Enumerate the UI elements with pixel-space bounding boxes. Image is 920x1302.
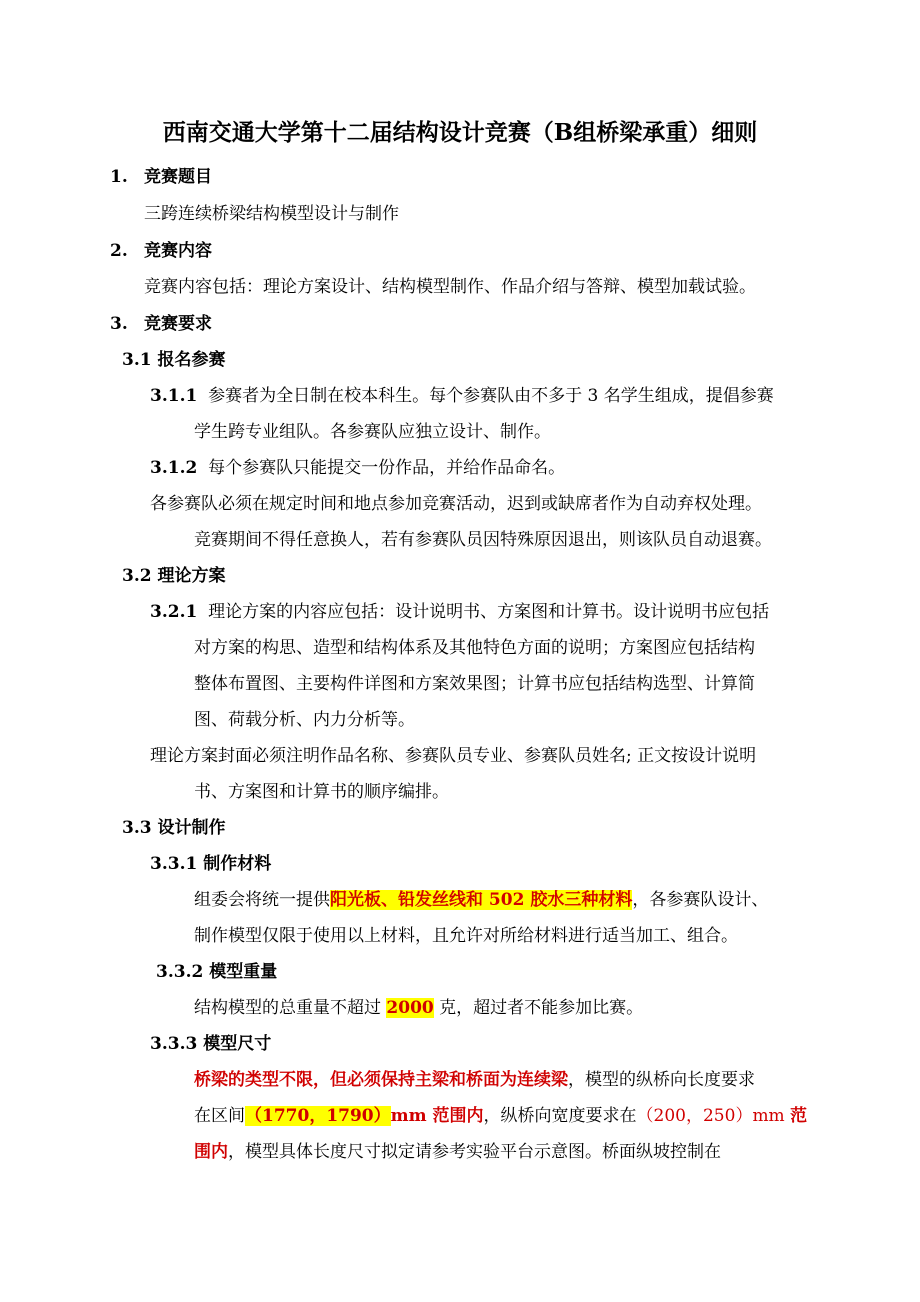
clause-3-2-2-line2: 书、方案图和计算书的顺序编排。 — [194, 782, 449, 802]
clause-3-3-2-line1 — [194, 997, 643, 1019]
clause-3-1-3-line2: 竞赛期间不得任意换人，若有参赛队员因特殊原因退出，则该队员自动退赛。 — [194, 530, 772, 550]
document-title: 西南交通大学第十二届结构设计竞赛（B组桥梁承重）细则 — [162, 119, 758, 146]
clause-text: 克，超过者不能参加比赛。 — [433, 998, 644, 1018]
highlighted-materials: 阳光板、铅发丝线和 502 胶水三种材料 — [330, 890, 633, 910]
clause-3-3-3-line2 — [194, 1105, 807, 1127]
section-number: 1. — [110, 167, 128, 187]
clause-text: 理论方案的内容应包括：设计说明书、方案图和计算书。设计说明书应包括 — [208, 602, 770, 622]
clause-text: 每个参赛队只能提交一份作品，并给作品命名。 — [208, 458, 566, 478]
clause-text: ，各参赛队设计、 — [632, 890, 769, 910]
clause-text: 在区间 — [194, 1106, 245, 1126]
section-title: 竞赛内容 — [144, 241, 212, 261]
clause-3-2-1-line1 — [150, 601, 769, 623]
red-emphasis: mm 范围内 — [390, 1106, 484, 1126]
highlighted-weight: 2000 — [386, 998, 434, 1018]
clause-3-1-2-line1 — [150, 457, 565, 479]
red-emphasis: 范 — [790, 1106, 808, 1126]
subsection-3-2-heading: 3.2 理论方案 — [122, 566, 226, 586]
clause-3-1-1-line1 — [150, 385, 774, 407]
clause-text: 参赛者为全日制在校本科生。每个参赛队由不多于 3 名学生组成，提倡参赛 — [208, 386, 774, 406]
clause-3-1-3-line1: 各参赛队必须在规定时间和地点参加竞赛活动，迟到或缺席者作为自动弃权处理。 — [150, 494, 762, 514]
subsection-3-1-heading: 3.1 报名参赛 — [122, 350, 226, 370]
clause-3-3-3-line1 — [194, 1069, 755, 1091]
clause-text: ，模型的纵桥向长度要求 — [568, 1070, 755, 1090]
section-title: 竞赛要求 — [144, 314, 212, 334]
section-number: 2. — [110, 241, 128, 261]
clause-3-1-1-line2: 学生跨专业组队。各参赛队应独立设计、制作。 — [194, 422, 551, 442]
red-emphasis: 围内 — [194, 1142, 228, 1162]
section-2-heading — [110, 240, 212, 262]
clause-3-3-2-heading: 3.3.2 模型重量 — [156, 962, 278, 982]
width-range: （200，250）mm — [636, 1106, 791, 1126]
clause-3-2-1-line3: 整体布置图、主要构件详图和方案效果图；计算书应包括结构选型、计算简 — [194, 674, 755, 694]
clause-3-3-3-heading: 3.3.3 模型尺寸 — [150, 1034, 272, 1054]
clause-3-3-1-line1 — [194, 889, 768, 911]
subsection-3-3-heading: 3.3 设计制作 — [122, 818, 226, 838]
clause-3-3-1-heading: 3.3.1 制作材料 — [150, 854, 272, 874]
clause-text: 组委会将统一提供 — [194, 890, 330, 910]
clause-text: 结构模型的总重量不超过 — [194, 998, 387, 1018]
clause-text: ，纵桥向宽度要求在 — [483, 1106, 637, 1126]
clause-3-3-1-line2: 制作模型仅限于使用以上材料，且允许对所给材料进行适当加工、组合。 — [194, 926, 738, 946]
clause-3-3-3-line3 — [194, 1141, 721, 1163]
section-1-body: 三跨连续桥梁结构模型设计与制作 — [144, 204, 399, 224]
clause-text: ，模型具体长度尺寸拟定请参考实验平台示意图。桥面纵坡控制在 — [228, 1142, 721, 1162]
section-number: 3. — [110, 314, 128, 334]
clause-3-2-2-line1: 理论方案封面必须注明作品名称、参赛队员专业、参赛队员姓名; 正文按设计说明 — [150, 746, 757, 766]
clause-3-2-1-line2: 对方案的构思、造型和结构体系及其他特色方面的说明；方案图应包括结构 — [194, 638, 755, 658]
clause-number: 3.2.1 — [150, 602, 198, 622]
red-emphasis: 桥梁的类型不限，但必须保持主梁和桥面为连续梁 — [194, 1070, 568, 1090]
clause-3-2-1-line4: 图、荷载分析、内力分析等。 — [194, 710, 415, 730]
section-3-heading — [110, 313, 212, 335]
highlighted-length-range: （1770，1790） — [245, 1106, 391, 1126]
clause-number: 3.1.1 — [150, 386, 198, 406]
clause-number: 3.1.2 — [150, 458, 198, 478]
section-2-body: 竞赛内容包括：理论方案设计、结构模型制作、作品介绍与答辩、模型加载试验。 — [144, 277, 756, 297]
section-1-heading — [110, 166, 212, 188]
section-title: 竞赛题目 — [144, 167, 212, 187]
